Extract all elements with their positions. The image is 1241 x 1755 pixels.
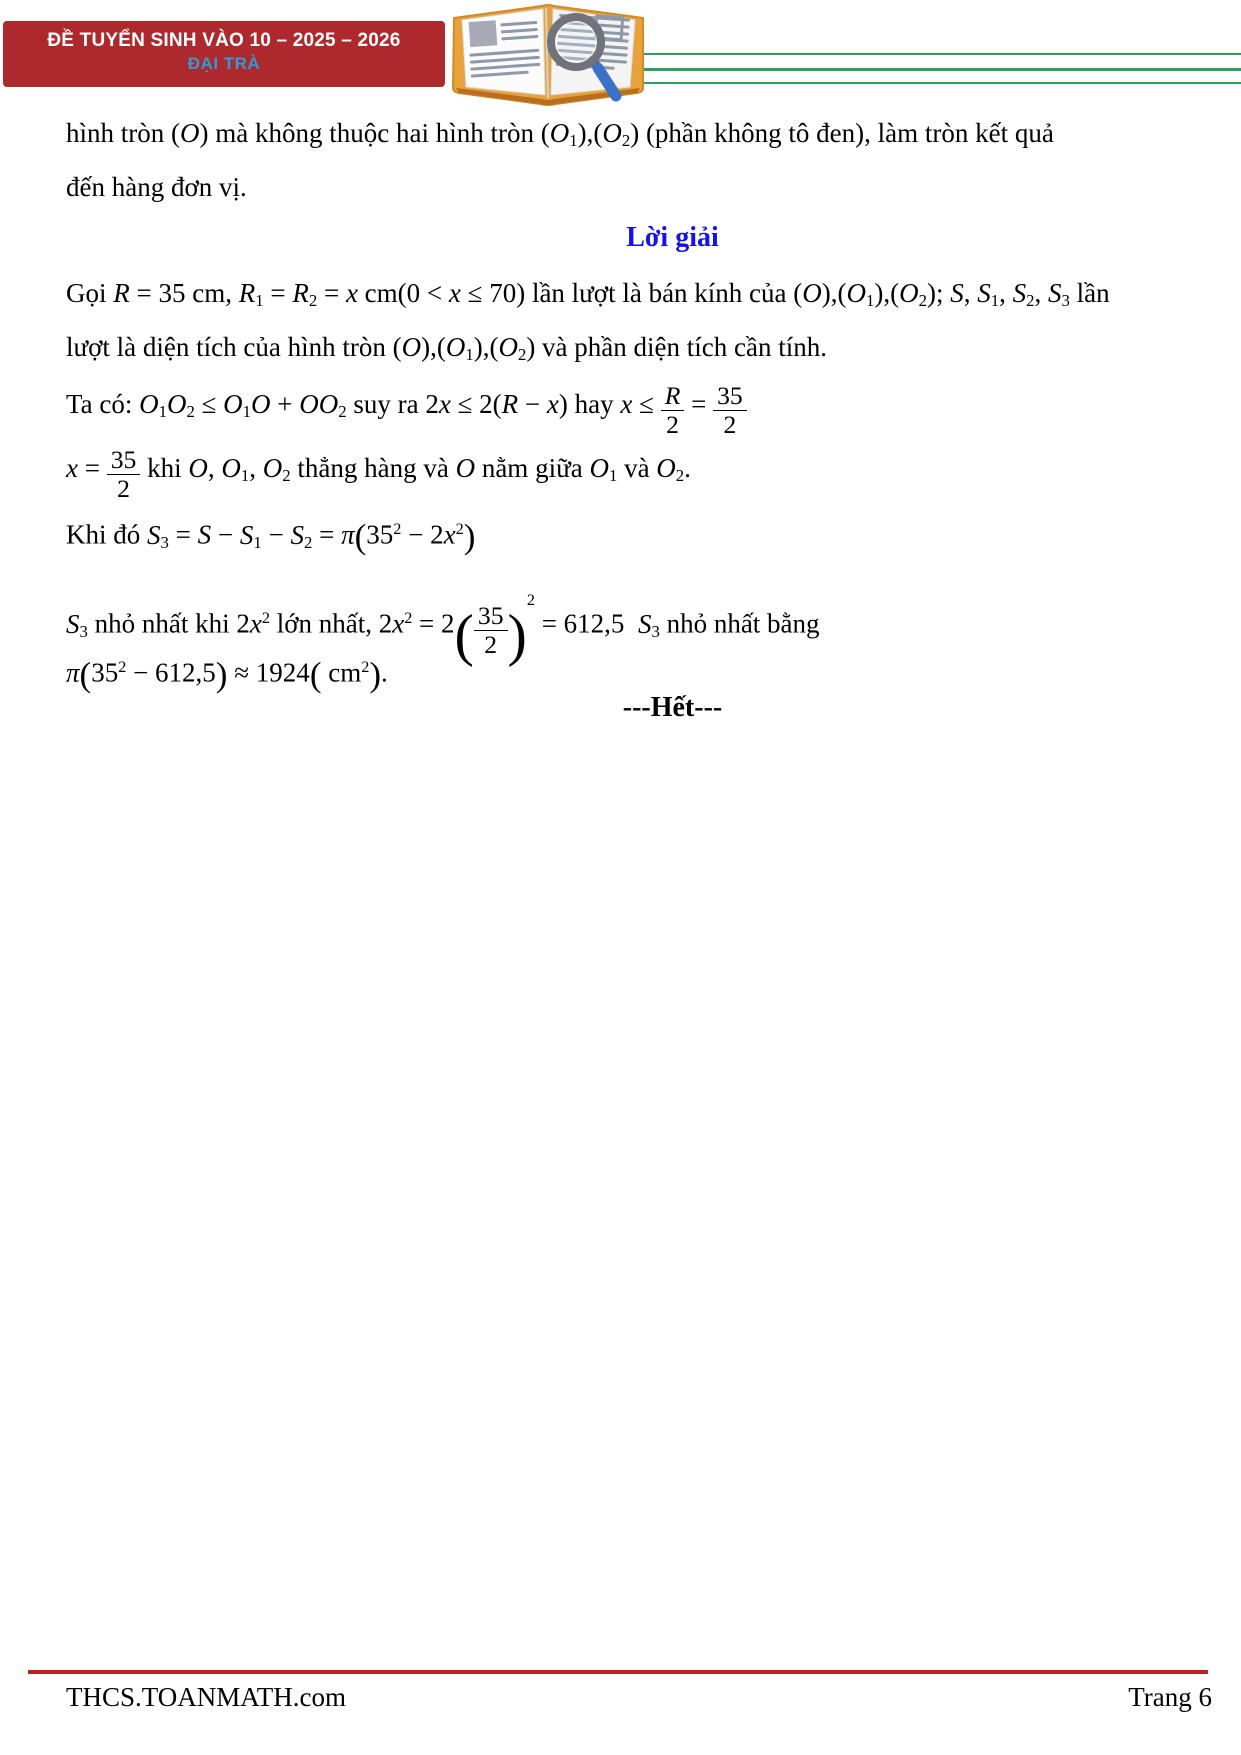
open-book-magnifier-icon [446, 0, 651, 106]
site-name: THCS.TOANMATH.com [66, 1682, 347, 1712]
banner-subtitle: ĐẠI TRÀ [187, 54, 261, 73]
magnifier-lens [551, 17, 601, 67]
solution-heading: Lời giải [626, 222, 719, 253]
page-number: Trang 6 [1128, 1682, 1212, 1712]
paragraph-definitions: Gọi R = 35 cm, R1 = R2 = x cm(0 < x ≤ 70) lần lượt là bán kính của (O),(O1),(O2); S, S1, S2, S3 lần lượt là diện tích của hình tròn (O),(O1),(O2) và phần diện tích cần tính. [66, 278, 1110, 365]
paragraph-equality-case: x = $\frac{35}{2}$ khi O, O1, O2 thẳng hàng và O nằm giữa O1 và O2. [66, 445, 691, 503]
banner-title: ĐỀ TUYỂN SINH VÀO 10 – 2025 – 2026 [47, 30, 401, 51]
paragraph-inequality: Ta có: O1O2 ≤ O1O + OO2 suy ra 2x ≤ 2(R − x) hay x ≤ $\frac{R}{2}$ = $\frac{35}{2}$ [66, 374, 1186, 442]
exam-banner [3, 21, 445, 87]
paragraph-minimum-condition: S3 nhỏ nhất khi $2x^2$ lớn nhất, $2x^2 = 2$( $\frac{35}{2}$ )$^2$ = 612,5 S3 nhỏ nhất bằng [66, 591, 820, 668]
decorative-green-line-3 [570, 82, 1241, 84]
paragraph-problem-statement: hình tròn (O) mà không thuộc hai hình tròn (O1),(O2) (phần không tô đen), làm tròn kết quả đến hàng đơn vị. [66, 118, 1054, 203]
paragraph-result: $\pi(35^2 - 612,5) \approx 1924$( $cm^2$). [66, 654, 388, 694]
decorative-green-line-2 [593, 68, 1241, 71]
paragraph-area-formula: Khi đó $S3 = S - S1 - S2 = \pi(35^2 - 2x^2)$ [66, 516, 476, 556]
footer-divider [28, 1670, 1208, 1674]
end-marker: ---Hết--- [622, 692, 723, 723]
decorative-green-line-1 [617, 53, 1241, 55]
